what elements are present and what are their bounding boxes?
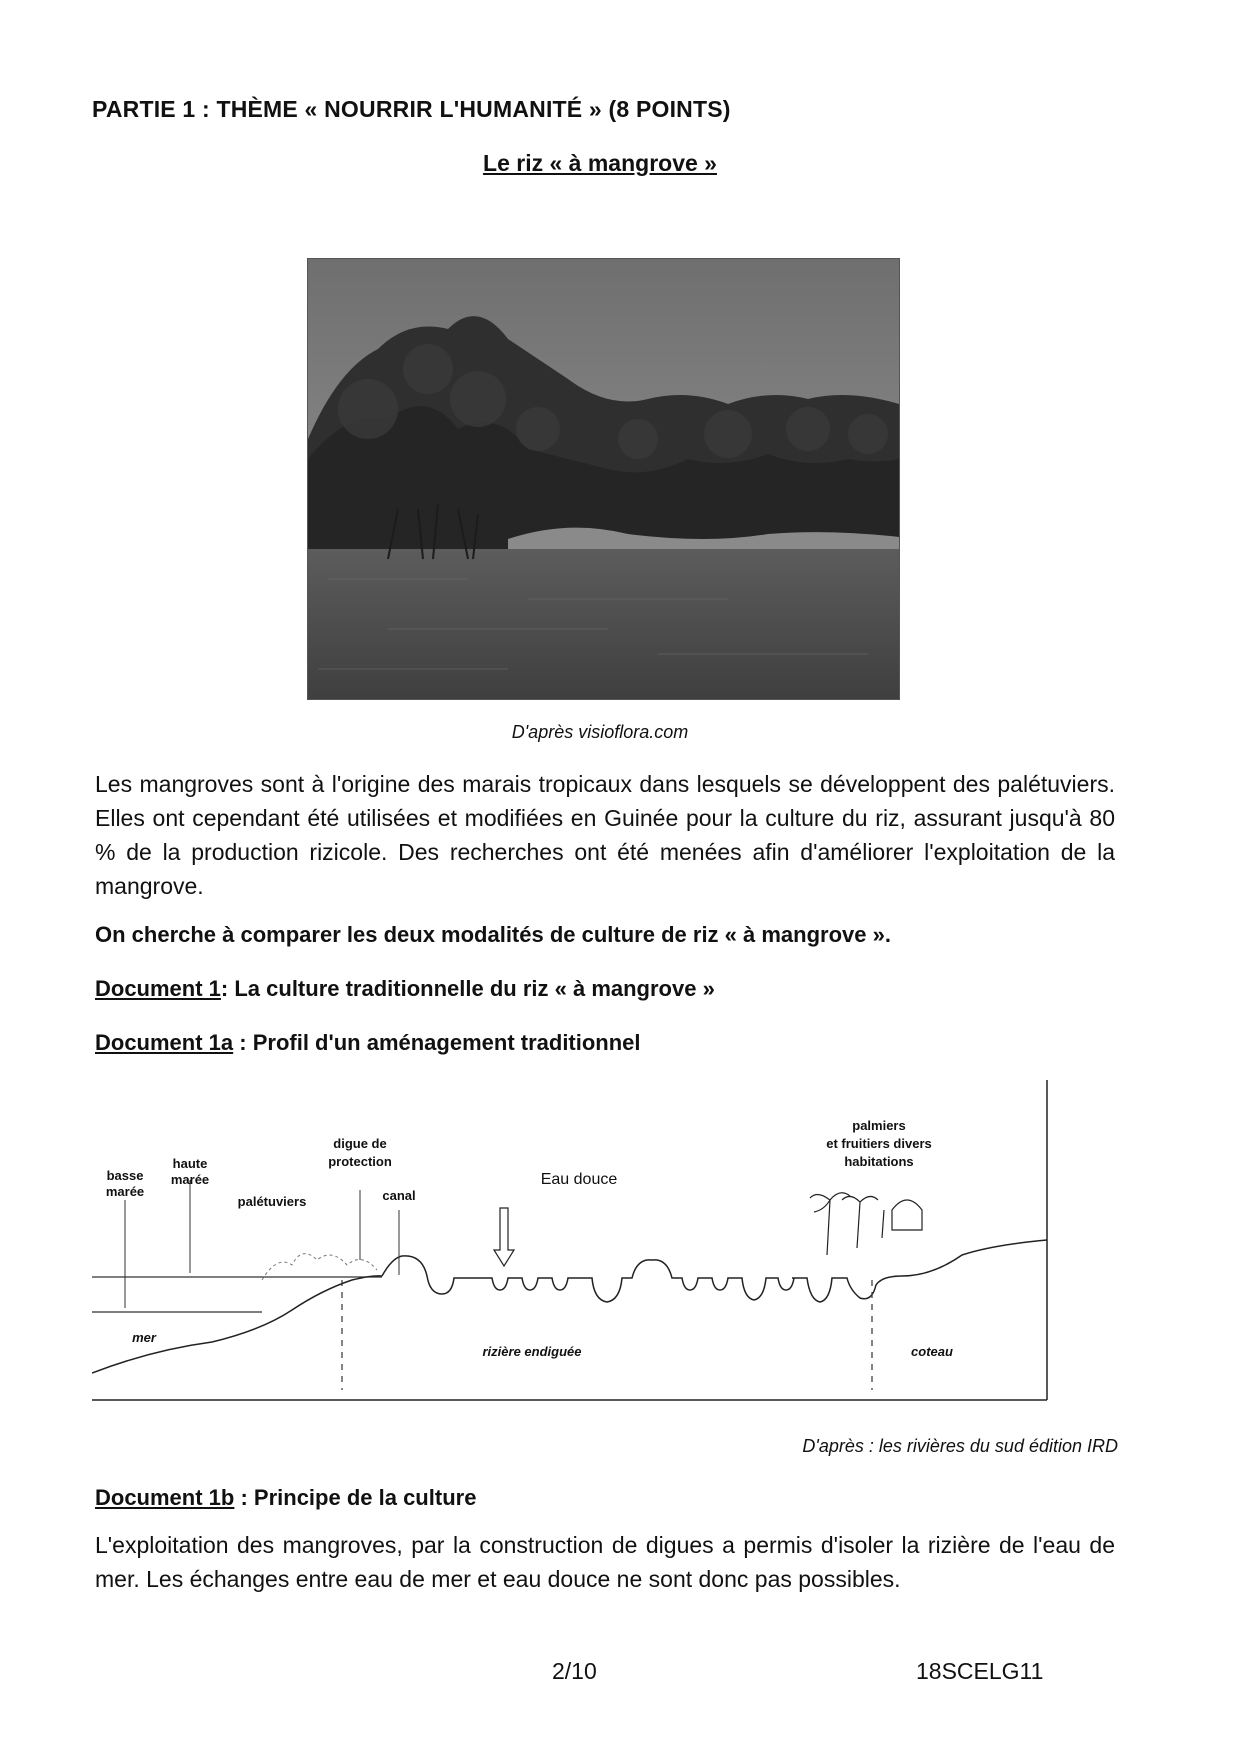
document-code: 18SCELG11	[916, 1658, 1044, 1684]
part-title: PARTIE 1 : THÈME « NOURRIR L'HUMANITÉ » (8 POINTS)	[92, 96, 731, 122]
sea-floor-profile	[92, 1276, 382, 1373]
diagram-caption: D'après : les rivières du sud édition IRD	[802, 1436, 1118, 1456]
label-fresh-water: Eau douce	[540, 1171, 618, 1188]
profile-diagram-svg	[92, 1080, 1052, 1410]
document-1-label: Document 1	[95, 976, 221, 1001]
profile-diagram	[92, 1080, 1052, 1410]
fresh-water-arrow	[494, 1208, 514, 1266]
question-statement: On cherche à comparer les deux modalités de culture de riz « à mangrove ».	[95, 922, 891, 947]
label-high-tide-1: haute	[172, 1156, 208, 1171]
document-1b-label: Document 1b	[95, 1485, 235, 1510]
page-number: 2/10	[552, 1658, 597, 1684]
label-high-tide-2: marée	[170, 1172, 210, 1187]
document-1-title: : La culture traditionnelle du riz « à mangrove »	[220, 976, 715, 1001]
document-1-heading	[95, 976, 715, 1002]
photo-caption: D'après visioflora.com	[511, 722, 689, 742]
label-palms-1: palmiers	[852, 1118, 906, 1133]
label-sea: mer	[132, 1330, 156, 1345]
label-mangrove-trees: palétuviers	[237, 1194, 307, 1209]
label-palms-2: et fruitiers divers	[826, 1136, 932, 1151]
mangrove-photo	[307, 258, 900, 700]
document-1b-heading	[95, 1485, 476, 1511]
label-dike-2: protection	[328, 1154, 392, 1169]
label-low-tide-2: marée	[105, 1184, 145, 1199]
document-1a-label: Document 1a	[95, 1030, 234, 1055]
label-palms-3: habitations	[844, 1154, 914, 1169]
label-low-tide-1: basse	[106, 1168, 144, 1183]
palms-and-huts	[810, 1193, 922, 1255]
document-1b-title: : Principe de la culture	[234, 1485, 477, 1510]
label-diked-paddy: rizière endiguée	[482, 1344, 582, 1359]
mangrove-photo-image	[308, 259, 899, 699]
label-canal: canal	[382, 1188, 416, 1203]
label-hillside: coteau	[911, 1344, 953, 1359]
diked-paddy-profile	[382, 1240, 1047, 1302]
label-dike-1: digue de	[333, 1136, 387, 1151]
intro-paragraph: Les mangroves sont à l'origine des marais tropicaux dans lesquels se développent des palétuviers. Elles ont cependant été utilisées et modifiées en Guinée pour la culture du riz, assurant jusqu'à 80 % de la production rizicole. Des recherches ont été menées afin d'améliorer l'exploitation de la mangrove.	[95, 771, 1115, 899]
subject-title: Le riz « à mangrove »	[483, 150, 717, 176]
document-1a-title: : Profil d'un aménagement traditionnel	[233, 1030, 641, 1055]
document-1b-paragraph: L'exploitation des mangroves, par la construction de digues a permis d'isoler la rizière de l'eau de mer. Les échanges entre eau de mer et eau douce ne sont donc pas possibles.	[95, 1532, 1115, 1592]
document-1a-heading	[95, 1030, 641, 1056]
